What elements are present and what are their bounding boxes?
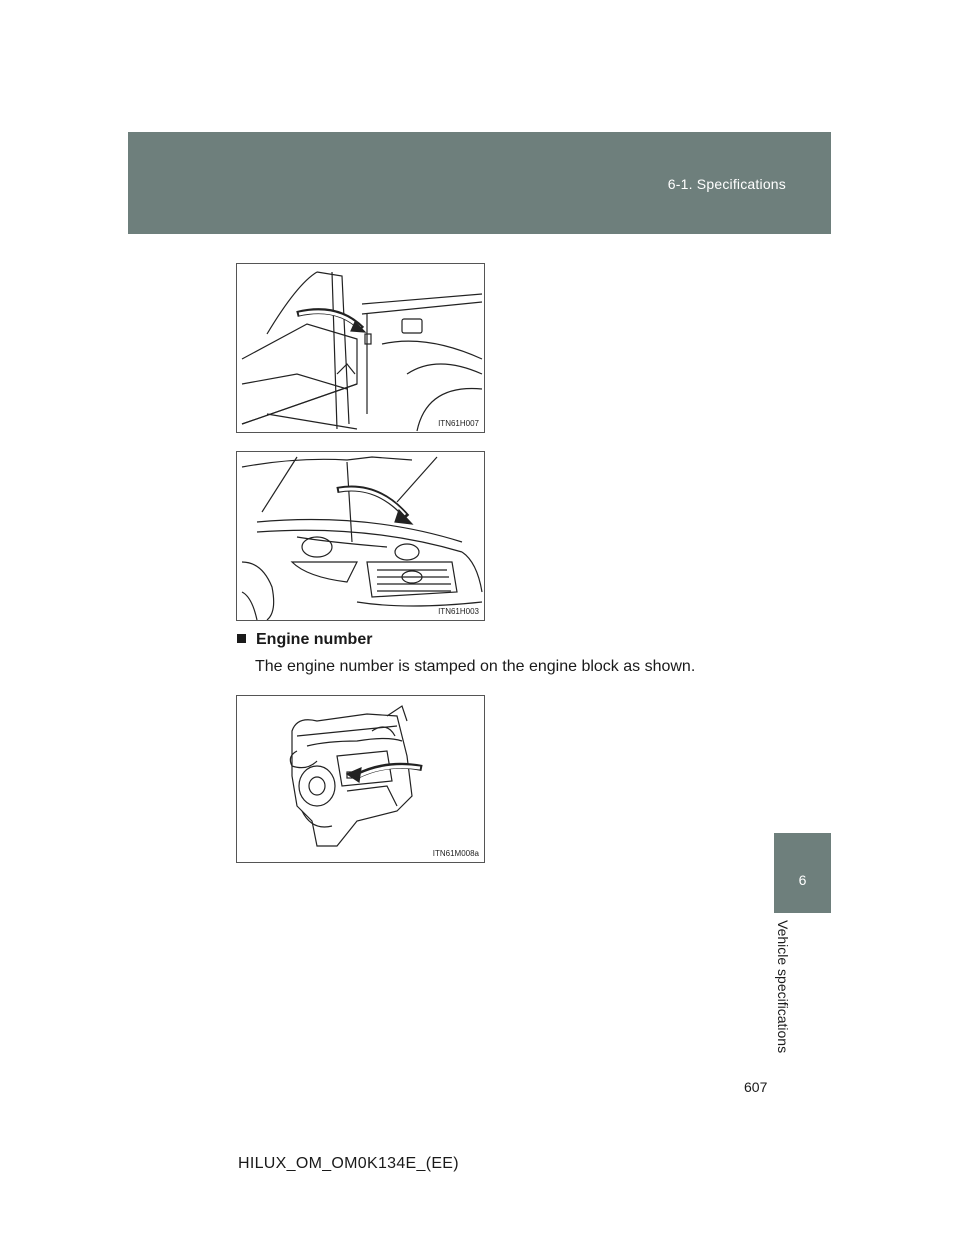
page-number: 607 [744, 1079, 768, 1095]
figure-code: ITN61H007 [438, 419, 479, 428]
chapter-label: Vehicle specifications [775, 920, 791, 1054]
chapter-number: 6 [798, 872, 807, 888]
figure-engine-block [236, 695, 485, 863]
engine-bay-illustration [237, 452, 484, 620]
header-bar [128, 132, 831, 234]
figure-code: ITN61H003 [438, 607, 479, 616]
figure-code: ITN61M008a [432, 849, 479, 858]
section-heading [237, 631, 372, 649]
chapter-tab [774, 833, 831, 913]
figure-door-pillar [236, 263, 485, 433]
document-code: HILUX_OM_OM0K134E_(EE) [238, 1155, 459, 1172]
bullet-icon [237, 634, 246, 643]
section-title: 6-1. Specifications [667, 176, 786, 192]
figure-engine-bay [236, 451, 485, 621]
section-body: The engine number is stamped on the engine block as shown. [255, 658, 696, 675]
section-heading-text: Engine number [256, 631, 373, 648]
engine-block-illustration [237, 696, 484, 862]
door-pillar-illustration [237, 264, 484, 432]
